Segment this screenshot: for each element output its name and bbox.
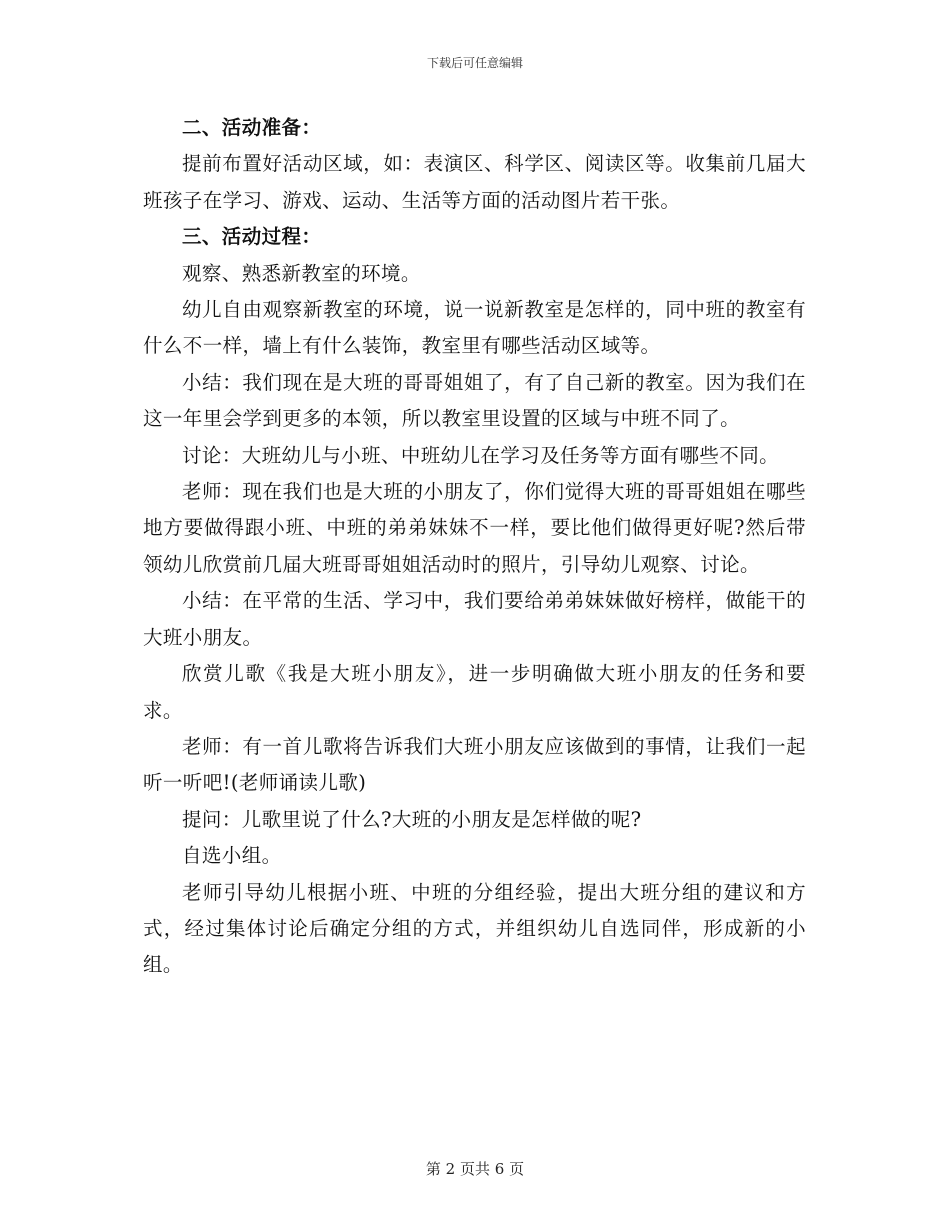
paragraph: 提前布置好活动区域，如：表演区、科学区、阅读区等。收集前几届大班孩子在学习、游戏、运动、生活等方面的活动图片若干张。 bbox=[143, 152, 806, 212]
paragraph: 小结：在平常的生活、学习中，我们要给弟弟妹妹做好榜样，做能干的大班小朋友。 bbox=[143, 589, 806, 649]
section-heading-preparation: 二、活动准备： bbox=[182, 116, 322, 139]
page-footer: 第 2 页共 6 页 bbox=[425, 1160, 525, 1178]
document-body bbox=[143, 110, 806, 984]
paragraph: 观察、熟悉新教室的环境。 bbox=[182, 261, 421, 285]
paragraph: 老师：现在我们也是大班的小朋友了，你们觉得大班的哥哥姐姐在哪些地方要做得跟小班、中班的弟弟妹妹不一样，要比他们做得更好呢?然后带领幼儿欣赏前几届大班哥哥姐姐活动时的照片，引导幼儿观察、讨论。 bbox=[143, 480, 806, 576]
paragraph: 欣赏儿歌《我是大班小朋友》，进一步明确做大班小朋友的任务和要求。 bbox=[143, 662, 806, 722]
paragraph: 讨论：大班幼儿与小班、中班幼儿在学习及任务等方面有哪些不同。 bbox=[182, 443, 780, 467]
paragraph: 老师：有一首儿歌将告诉我们大班小朋友应该做到的事情，让我们一起听一听吧!(老师诵读儿歌) bbox=[143, 734, 806, 795]
section-heading-process: 三、活动过程： bbox=[182, 225, 322, 249]
paragraph: 小结：我们现在是大班的哥哥姐姐了，有了自己新的教室。因为我们在这一年里会学到更多的本领，所以教室里设置的区域与中班不同了。 bbox=[143, 370, 806, 431]
paragraph: 幼儿自由观察新教室的环境，说一说新教室是怎样的，同中班的教室有什么不一样，墙上有什么装饰，教室里有哪些活动区域等。 bbox=[143, 298, 806, 358]
page-header: 下载后可任意编辑 bbox=[426, 56, 523, 70]
paragraph: 老师引导幼儿根据小班、中班的分组经验，提出大班分组的建议和方式，经过集体讨论后确定分组的方式，并组织幼儿自选同伴，形成新的小组。 bbox=[143, 880, 806, 977]
paragraph: 提问：儿歌里说了什么?大班的小朋友是怎样做的呢? bbox=[182, 807, 642, 831]
paragraph: 自选小组。 bbox=[182, 844, 282, 868]
